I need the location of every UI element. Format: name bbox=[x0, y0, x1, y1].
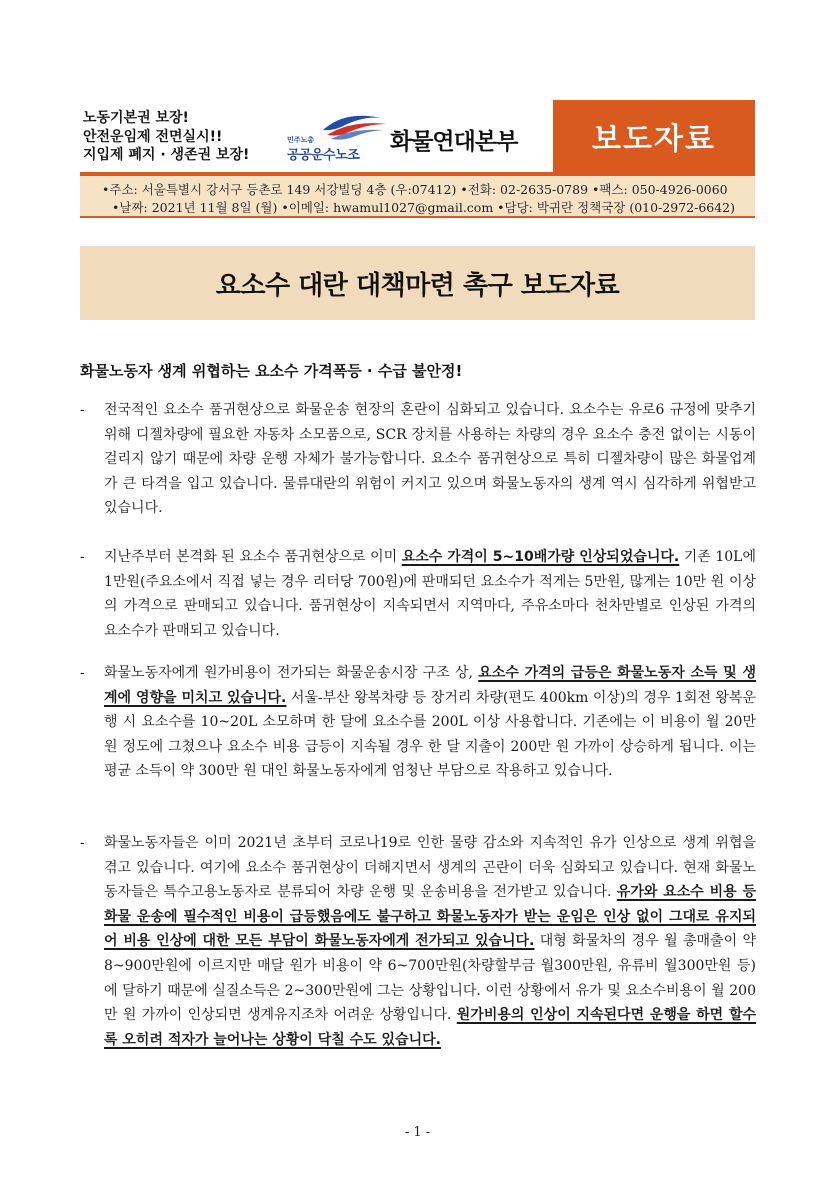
document-title: 요소수 대란 대책마련 촉구 보도자료 bbox=[215, 270, 620, 301]
bullet-dash: - bbox=[80, 402, 85, 418]
emphasis-text: 원가비용의 인상이 지속된다면 운행을 하면 할수록 오히려 적자가 늘어나는 상황이 닥칠 수도 있습니다. bbox=[104, 1007, 756, 1048]
paragraph-text: 화물노동자에게 원가비용이 전가되는 화물운송시장 구조 상, 요소수 가격의 급등은 화물노동자 소득 및 생계에 영향을 미치고 있습니다. 서울-부산 왕복차량 등 장거리 차량(편도 400km 이상)의 경우 1회전 왕복운행 시 요소수를 10~20L 소모하며 한 달에 요소수를 200L 이상 사용합니다. 기존에는 이 비용이 월 20만 원 정도에 그쳤으나 요소수 비용 급등이 지속될 경우 한 달 지출이 200만 원 가까이 상승하게 됩니다. 이는 평균 소득이 약 300만 원 대인 화물노동자에게 엄청난 부담으로 작용하고 있습니다. bbox=[104, 665, 756, 780]
emphasis-text: 유가와 요소수 비용 등 화물 운송에 필수적인 비용이 급등했음에도 불구하고 화물노동자가 받는 운임은 인상 없이 그대로 유지되어 비용 인상에 대한 모든 부담이 화물노동자에게 전가되고 있습니다. bbox=[104, 884, 756, 950]
paragraph-text: 지난주부터 본격화 된 요소수 품귀현상으로 이미 요소수 가격이 5~10배가량 인상되었습니다. 기존 10L에 1만원(주요소에서 직접 넣는 경우 리터당 700원)에 판매되던 요소수가 적게는 5만원, 많게는 10만 원 이상의 가격으로 판매되고 있습니다. 품귀현상이 지속되면서 지역마다, 주유소마다 천차만별로 인상된 가격의 요소수가 판매되고 있습니다. bbox=[104, 549, 757, 639]
slogan-3: 지입제 폐지 · 생존권 보장! bbox=[83, 147, 250, 163]
emphasis-text: 요소수 가격이 5~10배가량 인상되었습니다. bbox=[401, 549, 680, 565]
union-logo bbox=[283, 108, 398, 164]
paragraph-3 bbox=[80, 661, 756, 784]
page-number: - 1 - bbox=[404, 1125, 431, 1140]
press-release-badge: 보도자료 bbox=[553, 100, 755, 172]
org-name: 화물연대본부 bbox=[390, 129, 518, 155]
contact-info bbox=[80, 176, 755, 216]
logo-small-text: 민주노총 bbox=[287, 136, 315, 144]
paragraph-4 bbox=[80, 831, 756, 1052]
paragraph-2 bbox=[80, 545, 756, 643]
slogan-1: 노동기본권 보장! bbox=[83, 110, 189, 126]
contact-line-1: •주소: 서울특별시 강서구 등촌로 149 서강빌딩 4층 (우:07412) •전화: 02-2635-0789 •팩스: 050-4926-0060 bbox=[102, 182, 728, 197]
bullet-dash: - bbox=[80, 835, 85, 851]
bullet-dash: - bbox=[80, 665, 85, 681]
logo-main-text: 공공운수노조 bbox=[287, 148, 360, 163]
paragraph-text: 전국적인 요소수 품귀현상으로 화물운송 현장의 혼란이 심화되고 있습니다. 요소수는 유로6 규정에 맞추기 위해 디젤차량에 필요한 자동차 소모품으로, SCR 장치를 사용하는 차량의 경우 요소수 충전 없이는 시동이 걸리지 않기 때문에 차량 운행 자체가 불가능합니다. 요소수 품귀현상으로 특히 디젤차량이 많은 화물업계가 큰 타격을 입고 있습니다. 물류대란의 위험이 커지고 있으며 화물노동자의 생계 역시 심각하게 위협받고 있습니다. bbox=[104, 402, 756, 517]
section-heading: 화물노동자 생계 위협하는 요소수 가격폭등 · 수급 불안정! bbox=[80, 362, 463, 380]
slogans bbox=[83, 109, 249, 165]
letterhead bbox=[80, 100, 755, 172]
paragraph-text: 화물노동자들은 이미 2021년 초부터 코로나19로 인한 물량 감소와 지속적인 유가 인상으로 생계 위협을 겪고 있습니다. 여기에 요소수 품귀현상이 더해지면서 생계의 곤란이 더욱 심화되고 있습니다. 현재 화물노동자들은 특수고용노동자로 분류되어 차량 운행 및 운송비용을 전가받고 있습니다. 유가와 요소수 비용 등 화물 운송에 필수적인 비용이 급등했음에도 불구하고 화물노동자가 받는 운임은 인상 없이 그대로 유지되어 비용 인상에 대한 모든 부담이 화물노동자에게 전가되고 있습니다. 대형 화물차의 경우 월 총매출이 약 8~900만원에 이르지만 매달 원가 비용이 약 6~700만원(차량할부금 월300만원, 유류비 월300만원 등)에 달하기 때문에 실질소득은 2~300만원에 그는 상황입니다. 이런 상황에서 유가 및 요소수비용이 월 200만 원 가까이 인상되면 생계유지조차 어려운 상황입니다. 원가비용의 인상이 지속된다면 운행을 하면 할수록 오히려 적자가 늘어나는 상황이 닥칠 수도 있습니다. bbox=[104, 835, 757, 1048]
title-box bbox=[80, 246, 755, 320]
contact-line-2: •날짜: 2021년 11월 8일 (월) •이메일: hwamul1027@gmail.com •담당: 박귀란 정책국장 (010-2972-6642) bbox=[112, 200, 736, 215]
contact-divider bbox=[80, 216, 755, 218]
bullet-dash: - bbox=[80, 549, 85, 565]
slogan-2: 안전운임제 전면실시!! bbox=[83, 128, 223, 145]
emphasis-text: 요소수 가격의 급등은 화물노동자 소득 및 생계에 영향을 미치고 있습니다. bbox=[104, 665, 756, 706]
paragraph-1 bbox=[80, 398, 756, 521]
